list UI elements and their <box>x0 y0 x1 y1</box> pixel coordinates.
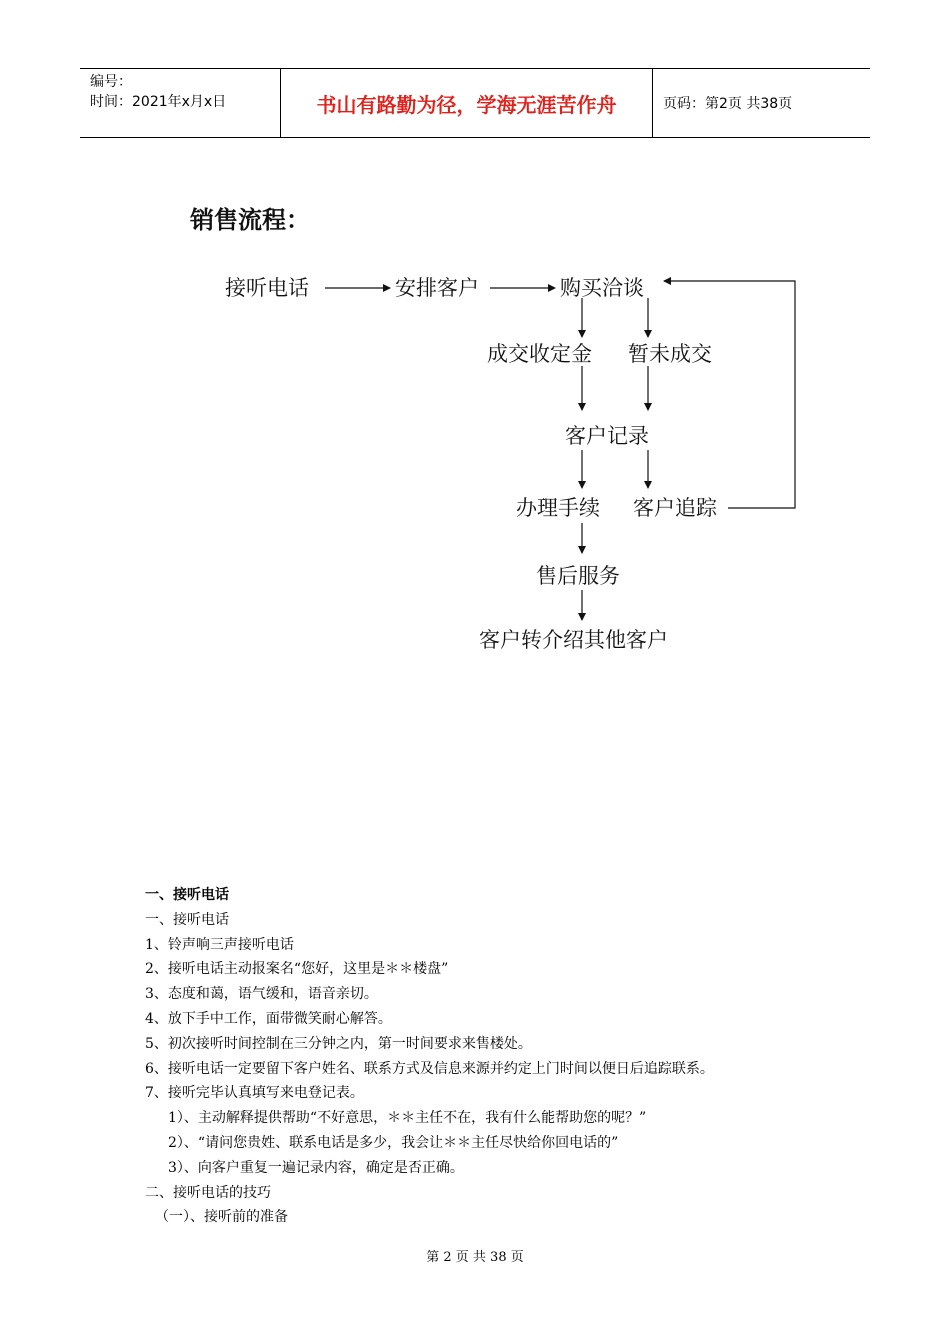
subsection-heading: （一）、接听前的准备 <box>155 1209 288 1226</box>
content-line: 7、接听完毕认真填写来电登记表。 <box>145 1085 364 1102</box>
node-answer-call: 接听电话 <box>225 276 309 300</box>
content-line: 5、初次接听时间控制在三分钟之内，第一时间要求来售楼处。 <box>145 1035 532 1052</box>
node-arrange-customer: 安排客户 <box>395 276 479 300</box>
content-line: 一、接听电话 <box>145 911 229 928</box>
header-page-info: 页码：第2页 共38页 <box>663 96 793 112</box>
section-heading-2: 二、接听电话的技巧 <box>145 1184 271 1201</box>
header-motto: 书山有路勤为径，学海无涯苦作舟 <box>281 69 653 137</box>
node-procedures: 办理手续 <box>516 496 600 520</box>
page-footer: 第 2 页 共 38 页 <box>426 1250 524 1265</box>
node-after-sales: 售后服务 <box>536 564 620 588</box>
flowchart-title: 销售流程： <box>190 206 310 234</box>
arrow-follow-up-to-negotiate <box>664 281 795 508</box>
content-sub-line: 2）、“请问您贵姓、联系电话是多少，我会让＊＊主任尽快给你回电话的” <box>168 1134 619 1151</box>
content-line: 1、铃声响三声接听电话 <box>145 936 294 953</box>
node-deal-deposit: 成交收定金 <box>487 342 592 366</box>
content-sub-line: 3）、向客户重复一遍记录内容，确定是否正确。 <box>168 1159 464 1176</box>
node-negotiate: 购买洽谈 <box>560 276 644 300</box>
body-content <box>145 883 865 1230</box>
content-line: 4、放下手中工作，面带微笑耐心解答。 <box>145 1010 392 1027</box>
content-sub-line: 1）、主动解释提供帮助“不好意思，＊＊主任不在，我有什么能帮助您的呢？” <box>168 1110 647 1127</box>
content-line: 2、接听电话主动报案名“您好，这里是＊＊楼盘” <box>145 961 449 978</box>
section-heading: 一、接听电话 <box>145 887 229 903</box>
node-follow-up: 客户追踪 <box>633 496 717 520</box>
document-number-label: 编号： <box>90 74 132 90</box>
node-referral: 客户转介绍其他客户 <box>479 628 668 652</box>
node-no-deal: 暂未成交 <box>628 342 712 366</box>
content-line: 3、态度和蔼，语气缓和，语音亲切。 <box>145 986 378 1003</box>
node-customer-record: 客户记录 <box>565 424 649 448</box>
content-line: 6、接听电话一定要留下客户姓名、联系方式及信息来源并约定上门时间以便日后追踪联系。 <box>145 1060 714 1077</box>
document-time-label: 时间：2021年x月x日 <box>90 94 227 110</box>
